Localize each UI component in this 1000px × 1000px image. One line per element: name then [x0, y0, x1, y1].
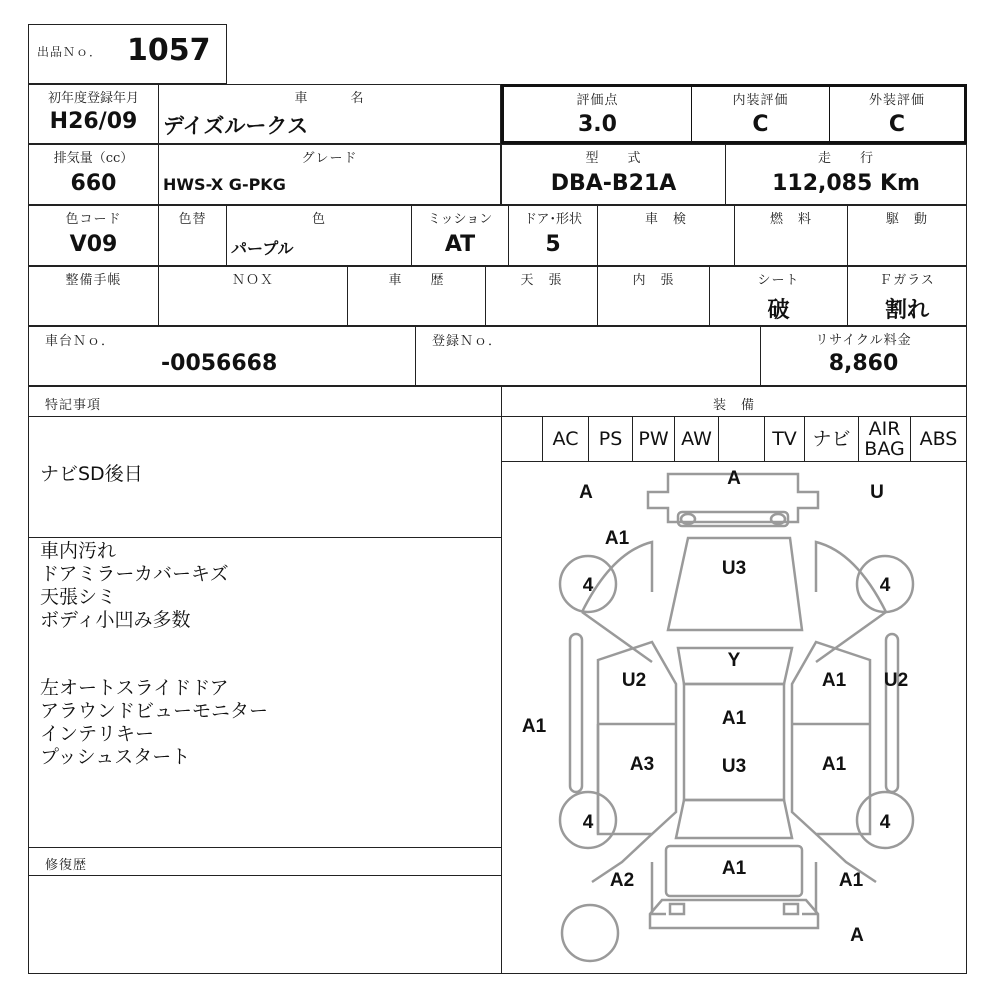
fuel-cell [734, 205, 848, 266]
model-cell [501, 144, 726, 205]
cc-value: 660 [70, 171, 117, 196]
special-label: 特記事項 [45, 398, 102, 413]
ceiling-label: 天 張 [520, 273, 563, 288]
dmg-door-right: A1 [821, 754, 847, 775]
special-header [28, 386, 502, 417]
cc-cell [28, 144, 159, 205]
interior-value: C [752, 112, 769, 137]
score-cell [501, 84, 692, 144]
score-label: 評価点 [576, 93, 619, 108]
mileage-label: 走 行 [817, 151, 874, 166]
name-cell [158, 84, 501, 144]
drive-cell [847, 205, 967, 266]
lot-number: 1057 [127, 33, 211, 68]
exterior-value: C [888, 112, 906, 137]
special-note-line: インテリキー [40, 723, 155, 745]
glass-label: Ｆガラス [879, 273, 935, 288]
equipment-pw: PW [632, 417, 674, 462]
mileage-value: 112,085 Km [772, 171, 920, 196]
lot-label: 出品Ｎｏ． [37, 45, 103, 59]
mission-cell [411, 205, 509, 266]
special-note-line: 天張シミ [40, 586, 117, 608]
equipment-airbag: AIR BAG [858, 417, 910, 462]
dmg-rear-bumper-right: A [850, 925, 864, 946]
record-cell [28, 266, 159, 326]
color-value: パープル [231, 239, 294, 258]
equipment-ac: AC [542, 417, 588, 462]
chassis-cell [28, 326, 416, 386]
history-cell [347, 266, 486, 326]
seat-cell [709, 266, 848, 326]
equipment-blank [502, 417, 542, 462]
record-label: 整備手帳 [65, 273, 122, 288]
recycle-label: リサイクル料金 [815, 333, 912, 348]
special-notes-block-2 [40, 677, 268, 769]
history-label: 車 歴 [388, 273, 445, 288]
dmg-tire-rl: 4 [582, 812, 594, 833]
cc-label: 排気量（cc） [53, 151, 134, 166]
equipment-label: 装 備 [712, 398, 755, 413]
equipment-abs: ABS [910, 417, 966, 462]
equipment-row [501, 416, 967, 462]
model-value: DBA-B21A [550, 171, 677, 196]
recolor-label: 色替 [178, 212, 207, 227]
dmg-tire-fl: 4 [582, 575, 594, 596]
dmg-front-left: A [579, 482, 593, 503]
dmg-side-left: A1 [521, 716, 547, 737]
mileage-cell [725, 144, 967, 205]
inner-label: 内 張 [632, 273, 675, 288]
recycle-value: 8,860 [828, 351, 899, 376]
door-cell [508, 205, 598, 266]
color-cell [226, 205, 412, 266]
dmg-rear-right: A1 [838, 870, 864, 891]
door-value: 5 [545, 232, 561, 257]
dmg-door-left: A3 [629, 754, 655, 775]
year-label: 初年度登録年月 [47, 91, 139, 106]
special-box-2 [28, 537, 502, 848]
repair-header [28, 847, 502, 876]
reg-cell [415, 326, 761, 386]
special-note-line: アラウンドビューモニター [40, 700, 269, 722]
score-value: 3.0 [578, 112, 617, 137]
chassis-label: 車台Ｎｏ． [45, 334, 116, 349]
dmg-roof: A1 [721, 708, 747, 729]
name-label: 車 名 [294, 91, 365, 106]
dmg-front-bumper: A [727, 468, 741, 489]
colorcode-value: V09 [69, 232, 118, 257]
mission-value: AT [444, 232, 476, 257]
dmg-front-right: U [870, 482, 884, 503]
interior-cell [691, 84, 830, 144]
colorcode-label: 色コード [65, 212, 122, 227]
colorcode-cell [28, 205, 159, 266]
special-note-line: 左オートスライドドア [40, 677, 229, 699]
grade-cell [158, 144, 501, 205]
special-notes-block-1 [40, 540, 229, 632]
equipment-ps: PS [588, 417, 632, 462]
diagram-box [501, 461, 967, 974]
interior-label: 内装評価 [732, 93, 789, 108]
dmg-fender-left: U2 [621, 670, 647, 691]
car-diagram [502, 462, 966, 973]
ceiling-cell [485, 266, 598, 326]
grade-label: グレード [301, 151, 358, 166]
fuel-label: 燃 料 [769, 212, 812, 227]
inner-cell [597, 266, 710, 326]
drive-label: 駆 動 [885, 212, 928, 227]
chassis-value: -0056668 [161, 351, 278, 376]
equipment-blank-2 [718, 417, 764, 462]
special-note-line: プッシュスタート [40, 746, 191, 768]
dmg-hood: U3 [721, 558, 747, 579]
year-cell [28, 84, 159, 144]
dmg-fender-right: U2 [883, 670, 909, 691]
glass-value: 割れ [884, 298, 929, 323]
inspection-label: 車 検 [644, 212, 687, 227]
special-box-1 [28, 416, 502, 538]
dmg-tire-fr: 4 [879, 575, 891, 596]
dmg-windshield-left: A1 [604, 528, 630, 549]
exterior-label: 外装評価 [868, 93, 925, 108]
equipment-aw: AW [674, 417, 718, 462]
special-note-line: 車内汚れ [40, 540, 117, 562]
dmg-rear-left: A2 [609, 870, 635, 891]
special-note-line: ドアミラーカバーキズ [40, 563, 229, 585]
reg-label: 登録Ｎｏ． [432, 334, 503, 349]
exterior-cell [829, 84, 967, 144]
door-label: ドア･形状 [523, 212, 583, 227]
dmg-tailgate: A1 [721, 858, 747, 879]
nox-cell [158, 266, 348, 326]
color-label: 色 [311, 212, 326, 227]
inspection-cell [597, 205, 735, 266]
equipment-navi: ナビ [804, 417, 858, 462]
repair-box [28, 875, 502, 974]
dmg-pillar-right-front: A1 [821, 670, 847, 691]
equipment-header [501, 386, 967, 417]
dmg-roof-front: Y [727, 650, 741, 671]
recolor-cell [158, 205, 227, 266]
model-label: 型 式 [585, 151, 642, 166]
equipment-tv: TV [764, 417, 804, 462]
seat-value: 破 [767, 298, 790, 323]
grade-value: HWS-X G-PKG [163, 175, 286, 194]
glass-cell [847, 266, 967, 326]
recycle-cell [760, 326, 967, 386]
mission-label: ミッション [427, 212, 493, 227]
car-name: デイズルークス [163, 114, 309, 138]
special-note-line: ボディ小凹み多数 [40, 609, 191, 631]
year-value: H26/09 [49, 109, 138, 134]
special-note-1: ナビSD後日 [40, 463, 143, 485]
nox-label: ＮＯＸ [231, 273, 274, 288]
dmg-roof-rear: U3 [721, 756, 747, 777]
dmg-tire-rr: 4 [879, 812, 891, 833]
seat-label: シート [757, 273, 800, 288]
repair-label: 修復歴 [45, 858, 88, 873]
lot-box [28, 24, 227, 84]
